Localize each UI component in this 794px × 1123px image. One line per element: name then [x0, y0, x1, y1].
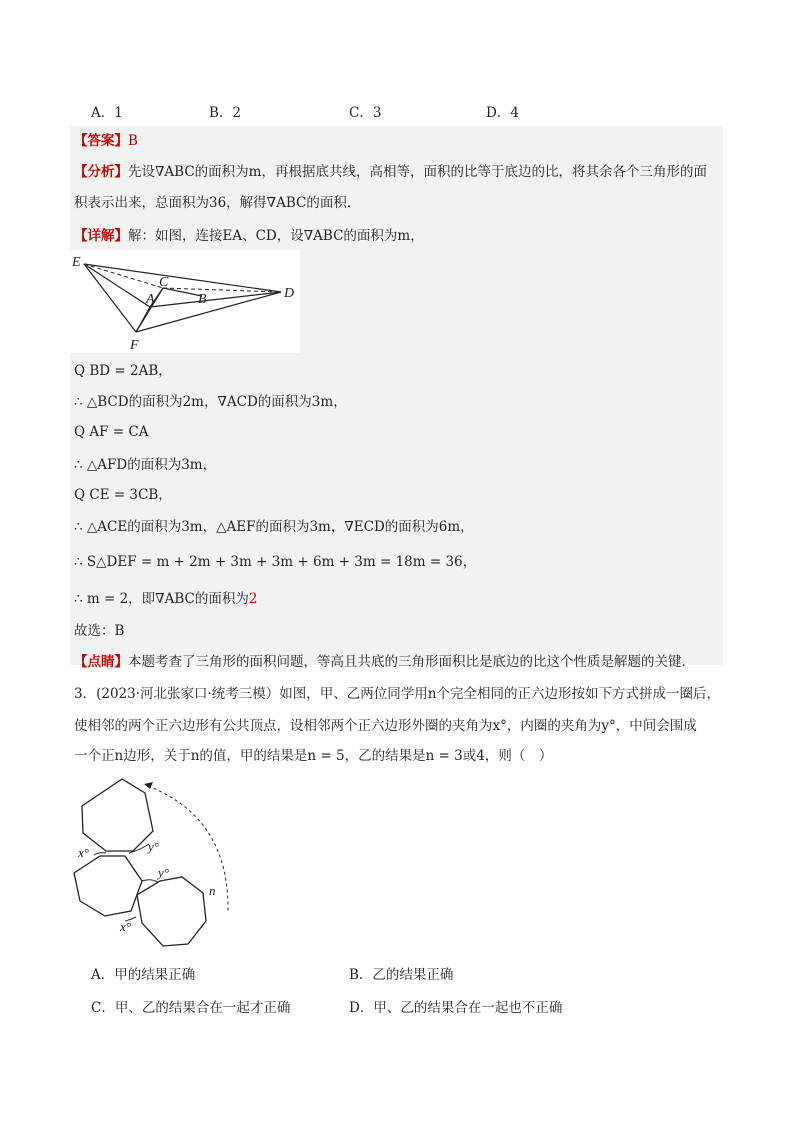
detail-line — [74, 226, 424, 246]
label-f: F — [130, 338, 139, 353]
q3-option-a: A．甲的结果正确 — [91, 967, 196, 983]
choice-line: 故选：B — [74, 623, 125, 639]
step-2: ∴ △BCD的面积为2m，∇ACD的面积为3m， — [74, 394, 347, 410]
analysis-tag: 【分析】 — [74, 164, 128, 180]
answer-tag: 【答案】 — [74, 133, 128, 149]
label-x-top: x° — [78, 845, 89, 860]
step-1: Q BD = 2AB， — [74, 363, 172, 379]
option-d: D．4 — [486, 105, 519, 121]
triangle-figure — [70, 250, 300, 353]
detail-tag: 【详解】 — [74, 228, 128, 244]
q3-option-b: B．乙的结果正确 — [349, 967, 454, 983]
hexagon-figure — [70, 778, 245, 948]
label-n: n — [209, 883, 216, 898]
label-e: E — [72, 255, 81, 270]
conclusion-line — [74, 589, 257, 609]
label-c: C — [159, 275, 169, 290]
step-6: ∴ △ACE的面积为3m，△AEF的面积为3m，∇ECD的面积为6m， — [74, 519, 474, 535]
conclusion-prefix: ∴ m = 2，即∇ABC的面积为 — [74, 591, 249, 607]
analysis-line-2: 积表示出来，总面积为36，解得∇ABC的面积． — [74, 195, 361, 211]
label-x-bottom: x° — [120, 919, 131, 934]
analysis-text-1: 先设∇ABC的面积为m，再根据底共线，高相等，面积的比等于底边的比，将其余各个三角形的面 — [128, 164, 707, 180]
comment-text: 本题考查了三角形的面积问题，等高且共底的三角形面积比是底边的比这个性质是解题的关键． — [128, 654, 695, 670]
q3-line-2: 使相邻的两个正六边形有公共顶点，设相邻两个正六边形外圈的夹角为x°，内圈的夹角为y°，中间会围成 — [74, 718, 697, 734]
option-b: B．2 — [209, 105, 242, 121]
option-c: C．3 — [349, 105, 382, 121]
answer-line — [74, 131, 138, 151]
label-y-mid: y° — [158, 865, 169, 880]
step-5: Q CE = 3CB， — [74, 487, 172, 503]
q3-line-3: 一个正n边形，关于n的值，甲的结果是n = 5，乙的结果是n = 3或4，则（ ） — [74, 748, 553, 764]
step-7: ∴ S△DEF = m + 2m + 3m + 3m + 6m + 3m = 18m = 36， — [74, 554, 477, 570]
comment-tag: 【点睛】 — [74, 654, 128, 670]
q3-option-c: C．甲、乙的结果合在一起才正确 — [91, 1000, 291, 1016]
detail-intro: 解：如图，连接EA、CD，设∇ABC的面积为m， — [128, 228, 424, 244]
label-a: A — [146, 292, 155, 307]
q3-option-d: D．甲、乙的结果合在一起也不正确 — [349, 1000, 563, 1016]
answer-value: B — [128, 133, 138, 149]
analysis-line-1 — [74, 162, 707, 182]
label-d: D — [284, 286, 295, 301]
step-4: ∴ △AFD的面积为3m， — [74, 457, 217, 473]
step-3: Q AF = CA — [74, 424, 149, 440]
comment-line — [74, 652, 695, 672]
option-a: A．1 — [91, 105, 123, 121]
label-y-top: y° — [148, 839, 159, 854]
conclusion-value: 2 — [248, 591, 258, 607]
label-b: B — [198, 292, 207, 307]
q3-line-1: 3．(2023·河北张家口·统考三模）如图，甲、乙两位同学用n个完全相同的正六边形按如下方式拼成一圈后， — [74, 686, 720, 702]
